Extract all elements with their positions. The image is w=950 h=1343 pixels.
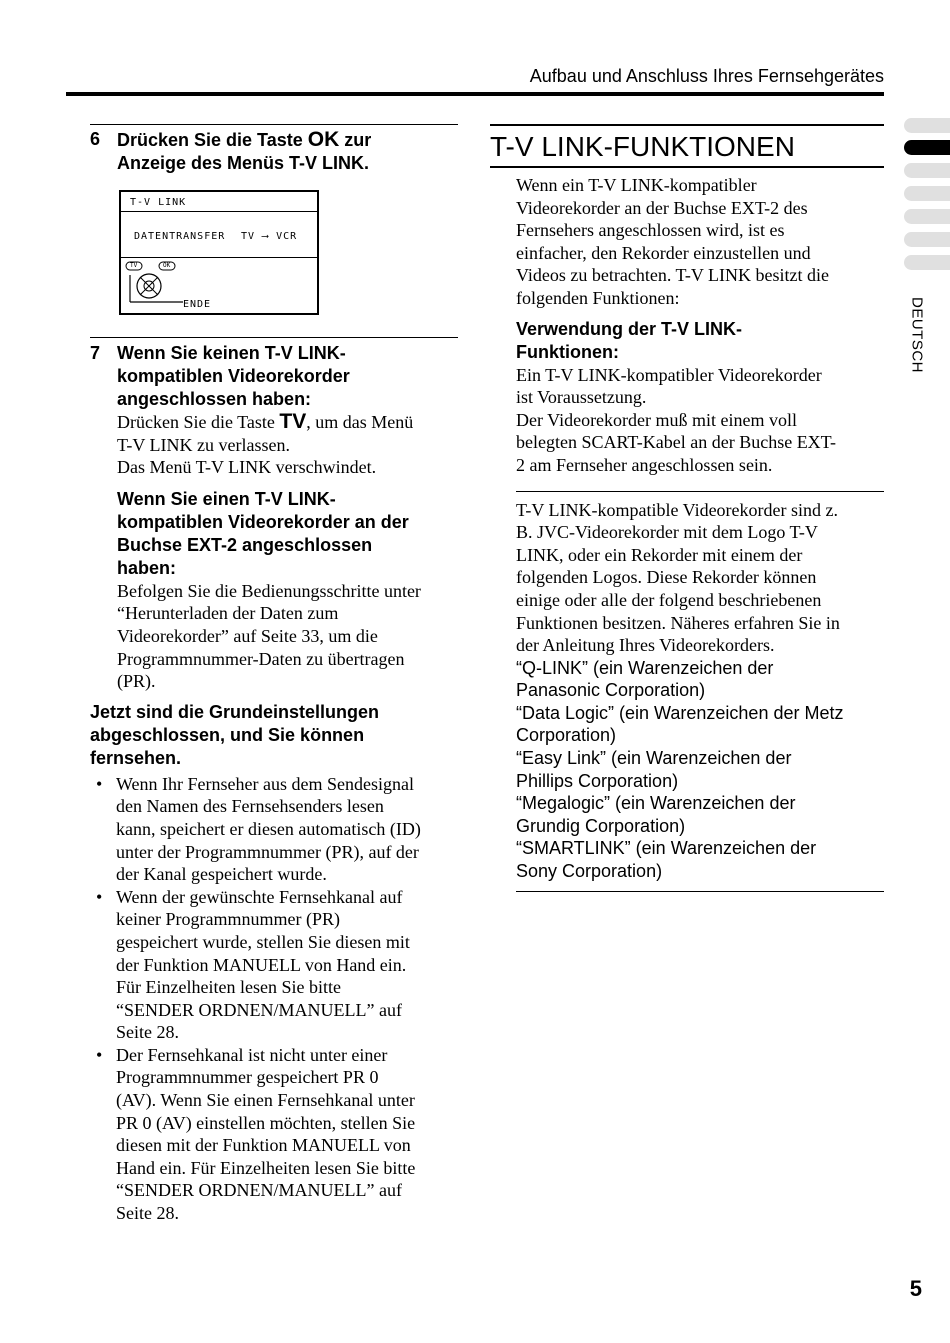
trademark-list: “Q-LINK” (ein Warenzeichen der Panasonic Corporation) “Data Logic” (ein Warenzeichen der Metz Corporation) “Easy Link” (ein Warenzeichen der Phillips Corporation) “Megalogic” (ein Warenzeichen der Grundig Corporation) “SMARTLINK” (ein Warenzeichen der Sony Corporation) xyxy=(516,657,844,882)
osd-row-value: TV ⟶ VCR xyxy=(241,231,298,242)
header-rule xyxy=(66,92,884,96)
note-rule xyxy=(516,891,884,892)
side-tab xyxy=(904,255,950,270)
side-tab xyxy=(904,209,950,224)
usage-heading: Verwendung der T-V LINK- Funktionen: xyxy=(516,318,743,362)
section-rule xyxy=(490,166,884,168)
step-7-sub-text: Befolgen Sie die Bedienungsschritte unter “Herunterladen der Daten zum Videorekorder” auf Seite 33, um die Programmnummer-Daten zu übertragen (PR). xyxy=(117,580,421,692)
list-item: • Wenn der gewünschte Fernsehkanal auf keiner Programmnummer (PR) gespeichert wurde, stellen Sie diesen mit der Funktion MANUELL von Hand ein. Für Einzelheiten lesen Sie bitte “SENDER ORDNEN/MANUELL” auf Seite 28. xyxy=(96,886,410,1043)
list-item: • Der Fernsehkanal ist nicht unter einer Programmnummer gespeichert PR 0 (AV). Wenn Sie einen Fernsehkanal unter PR 0 (AV) einstellen möchten, stellen Sie diesen mit der Funktion MANUELL von Hand ein. Für Einzelheiten lesen Sie bitte “SENDER ORDNEN/MANUELL” auf Seite 28. xyxy=(96,1044,416,1224)
left-column xyxy=(90,124,458,1225)
step-7-text: Drücken Sie die Taste TV, um das Menü T-V LINK zu verlassen. Das Menü T-V LINK verschwindet. xyxy=(117,410,414,478)
side-tab xyxy=(904,232,950,247)
usage-text: Ein T-V LINK-kompatibler Videorekorder ist Voraussetzung. Der Videorekorder muß mit einem voll belegten SCART-Kabel an der Buchse EXT- 2 am Fernseher angeschlossen sein. xyxy=(516,364,837,475)
side-tab xyxy=(904,163,950,178)
osd-ok-badge: OK xyxy=(163,262,171,269)
intro-text: Wenn ein T-V LINK-kompatibler Videorekorder an der Buchse EXT-2 des Fernsehers angeschlossen wird, ist es einfacher, den Rekorder einzustellen und Videos zu betrachten. T-V LINK besitzt die folgenden Funktionen: xyxy=(516,175,830,308)
step-7 xyxy=(90,342,458,693)
side-tab xyxy=(904,118,950,133)
page-number: 5 xyxy=(909,1276,922,1301)
note-text: T-V LINK-kompatible Videorekorder sind z. B. JVC-Videorekorder mit dem Logo T-V LINK, oder ein Rekorder mit einem der folgenden Logos. Diese Rekorder können einige oder alle der folgend beschriebenen Funktionen besitzen. Näheres erfahren Sie in der Anleitung Ihres Videorekorders. xyxy=(516,499,840,656)
summary-heading: Jetzt sind die Grundeinstellungen abgeschlossen, und Sie können fernsehen. xyxy=(90,701,380,768)
section-rule xyxy=(90,124,458,125)
section-title: T-V LINK-FUNKTIONEN xyxy=(490,131,795,162)
tv-key-label: TV xyxy=(279,410,307,433)
step-6 xyxy=(90,128,458,175)
list-item: • Wenn Ihr Fernseher aus dem Sendesignal den Namen des Fernsehsenders lesen kann, speichert er diesen automatisch (ID) unter der Programmnummer (PR), auf der der Kanal gespeichert wurde. xyxy=(96,773,421,885)
step-6-heading: Drücken Sie die Taste OK zur Anzeige des Menüs T-V LINK. xyxy=(117,128,372,173)
side-tab-active xyxy=(904,140,950,155)
osd-title: T-V LINK xyxy=(130,197,187,208)
osd-tv-badge: TV xyxy=(130,262,138,269)
step-7-sub-heading: Wenn Sie einen T-V LINK- kompatiblen Videorekorder an der Buchse EXT-2 angeschlossen haben: xyxy=(117,488,409,578)
step-number: 7 xyxy=(90,343,101,363)
step-7-heading: Wenn Sie keinen T-V LINK- kompatiblen Videorekorder angeschlossen haben: xyxy=(117,343,350,409)
side-tab xyxy=(904,186,950,201)
right-column xyxy=(490,124,884,892)
language-label: DEUTSCH xyxy=(908,296,926,374)
page-header-title: Aufbau und Anschluss Ihres Fernsehgerätes xyxy=(529,66,884,86)
ok-key-label: OK xyxy=(307,128,340,151)
osd-row-label: DATENTRANSFER xyxy=(134,231,226,242)
step-number: 6 xyxy=(90,129,101,149)
tv-link-osd-menu xyxy=(119,190,319,315)
osd-end-label: ENDE xyxy=(183,299,212,310)
note-rule xyxy=(516,491,884,492)
section-rule xyxy=(90,337,458,338)
